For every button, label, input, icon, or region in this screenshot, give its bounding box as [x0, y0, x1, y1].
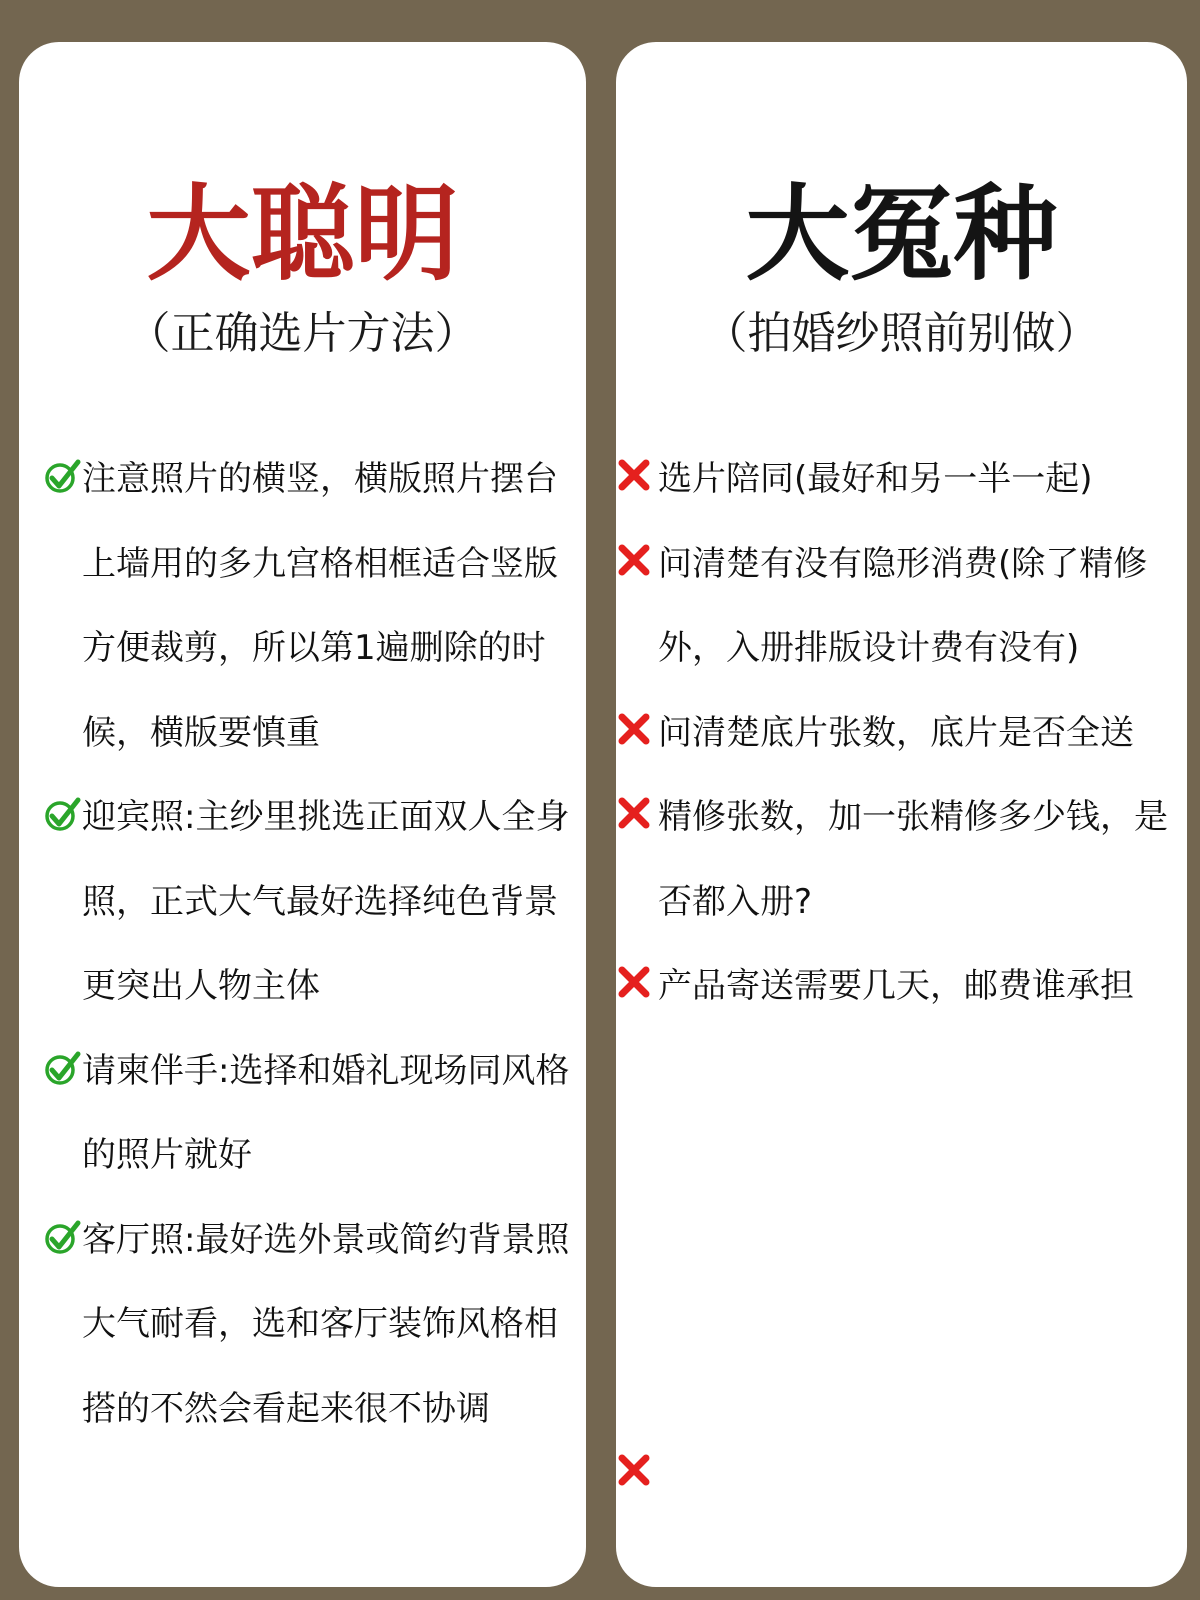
list-item: [616, 944, 1181, 1029]
check-icon: [43, 795, 81, 835]
item-text: 产品寄送需要几天，邮费谁承担: [658, 966, 1134, 1006]
check-icon: [43, 457, 81, 497]
list-item: [616, 522, 1181, 691]
right-card: [616, 42, 1187, 1587]
item-text: 客厅照:最好选外景或简约背景照大气耐看，选和客厅装饰风格相搭的不然会看起来很不协调: [82, 1219, 570, 1429]
left-card: [19, 42, 586, 1587]
right-title: 大冤种: [745, 173, 1058, 295]
item-text: 迎宾照:主纱里挑选正面双人全身照，正式大气最好选择纯色背景更突出人物主体: [82, 797, 570, 1006]
cross-icon: [616, 795, 652, 831]
cross-icon: [616, 457, 652, 493]
item-text: 选片陪同(最好和另一半一起): [658, 459, 1093, 499]
list-item: [43, 775, 584, 1029]
cross-icon: [616, 1452, 652, 1488]
left-title: 大聪明: [146, 173, 459, 295]
list-item: [616, 691, 1181, 776]
right-subtitle: （拍婚纱照前别做）: [703, 308, 1100, 359]
item-text: 问清楚有没有隐形消费(除了精修外，入册排版设计费有没有): [658, 543, 1148, 668]
list-item: [43, 437, 584, 775]
item-text: 注意照片的横竖，横版照片摆台上墙用的多九宫格相框适合竖版方便裁剪，所以第1遍删除的时候，横版要慎重: [82, 459, 558, 753]
cross-icon: [616, 964, 652, 1000]
check-icon: [43, 1218, 81, 1258]
list-item: [616, 775, 1181, 944]
cross-icon: [616, 711, 652, 747]
left-list: [43, 437, 584, 1451]
item-text: 请柬伴手:选择和婚礼现场同风格的照片就好: [82, 1050, 570, 1175]
check-icon: [43, 1049, 81, 1089]
item-text: 问清楚底片张数，底片是否全送: [658, 712, 1134, 753]
list-item: [616, 437, 1181, 522]
right-list: [616, 437, 1181, 1029]
list-item: [43, 1029, 584, 1198]
item-text: 精修张数，加一张精修多少钱，是否都入册?: [658, 797, 1168, 922]
cross-icon: [616, 542, 652, 578]
left-subtitle: （正确选片方法）: [126, 308, 479, 359]
list-item: [43, 1198, 584, 1452]
